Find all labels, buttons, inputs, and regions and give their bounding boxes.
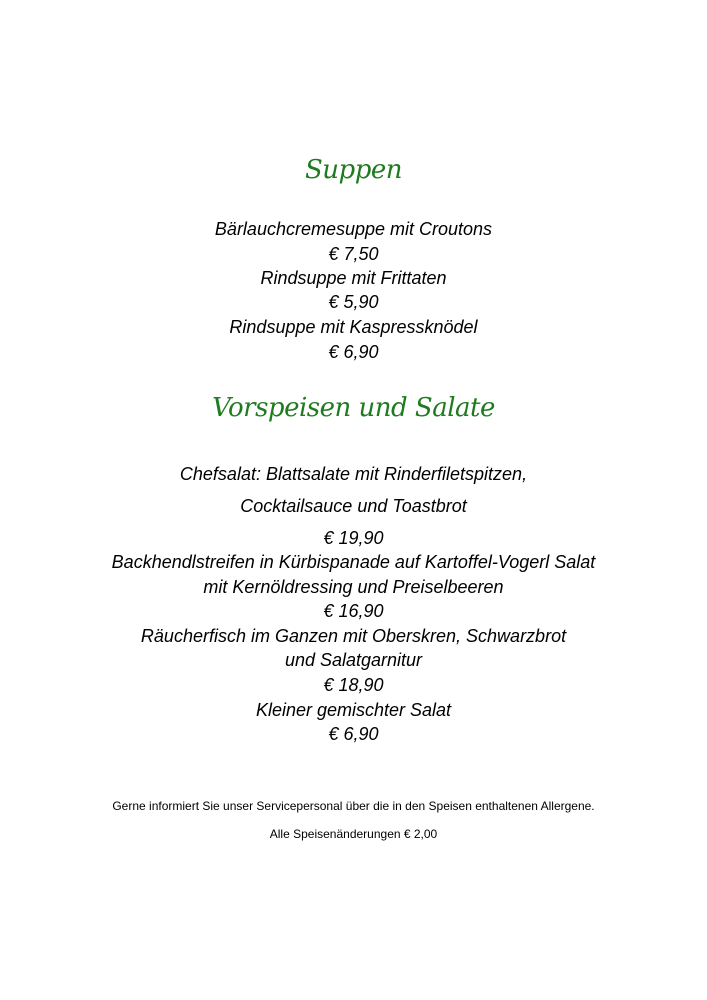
dish-price-raeucherfisch: € 18,90 [323, 675, 384, 695]
dish-name-raeucherfisch-line1: Räucherfisch im Ganzen mit Oberskren, Schwarzbrot [140, 626, 567, 646]
dish-price-rindsuppe-frittaten: € 5,90 [328, 292, 379, 312]
dish-name-chefsalat-line2: Cocktailsauce und Toastbrot [240, 496, 467, 516]
dish-name-rindsuppe-frittaten: Rindsuppe mit Frittaten [260, 268, 447, 288]
dish-name-backhendl-line1: Backhendlstreifen in Kürbispanade auf Kartoffel-Vogerl Salat [111, 552, 596, 572]
dish-name-raeucherfisch-line2: und Salatgarnitur [284, 650, 423, 670]
dish-name-chefsalat-line1: Chefsalat: Blattsalate mit Rinderfiletspitzen, [179, 464, 528, 484]
dish-name-rindsuppe-kaspressknoedel: Rindsuppe mit Kaspressknödel [229, 317, 478, 337]
dish-price-backhendl: € 16,90 [323, 601, 384, 621]
dish-name-baerlauchcremesuppe: Bärlauchcremesuppe mit Croutons [214, 219, 493, 239]
section-title-suppen: Suppen [305, 155, 402, 185]
section-title-vorspeisen: Vorspeisen und Salate [212, 393, 495, 423]
dish-price-chefsalat: € 19,90 [323, 528, 384, 548]
allergen-notice: Gerne informiert Sie unser Servicepersonal über die in den Speisen enthaltenen Allergene. [112, 799, 595, 813]
changes-notice: Alle Speisenänderungen € 2,00 [269, 827, 438, 841]
dish-name-kleiner-salat: Kleiner gemischter Salat [255, 700, 452, 720]
dish-price-baerlauchcremesuppe: € 7,50 [328, 244, 379, 264]
dish-name-backhendl-line2: mit Kernöldressing und Preiselbeeren [203, 577, 504, 597]
dish-price-rindsuppe-kaspressknoedel: € 6,90 [328, 342, 379, 362]
dish-price-kleiner-salat: € 6,90 [328, 724, 379, 744]
